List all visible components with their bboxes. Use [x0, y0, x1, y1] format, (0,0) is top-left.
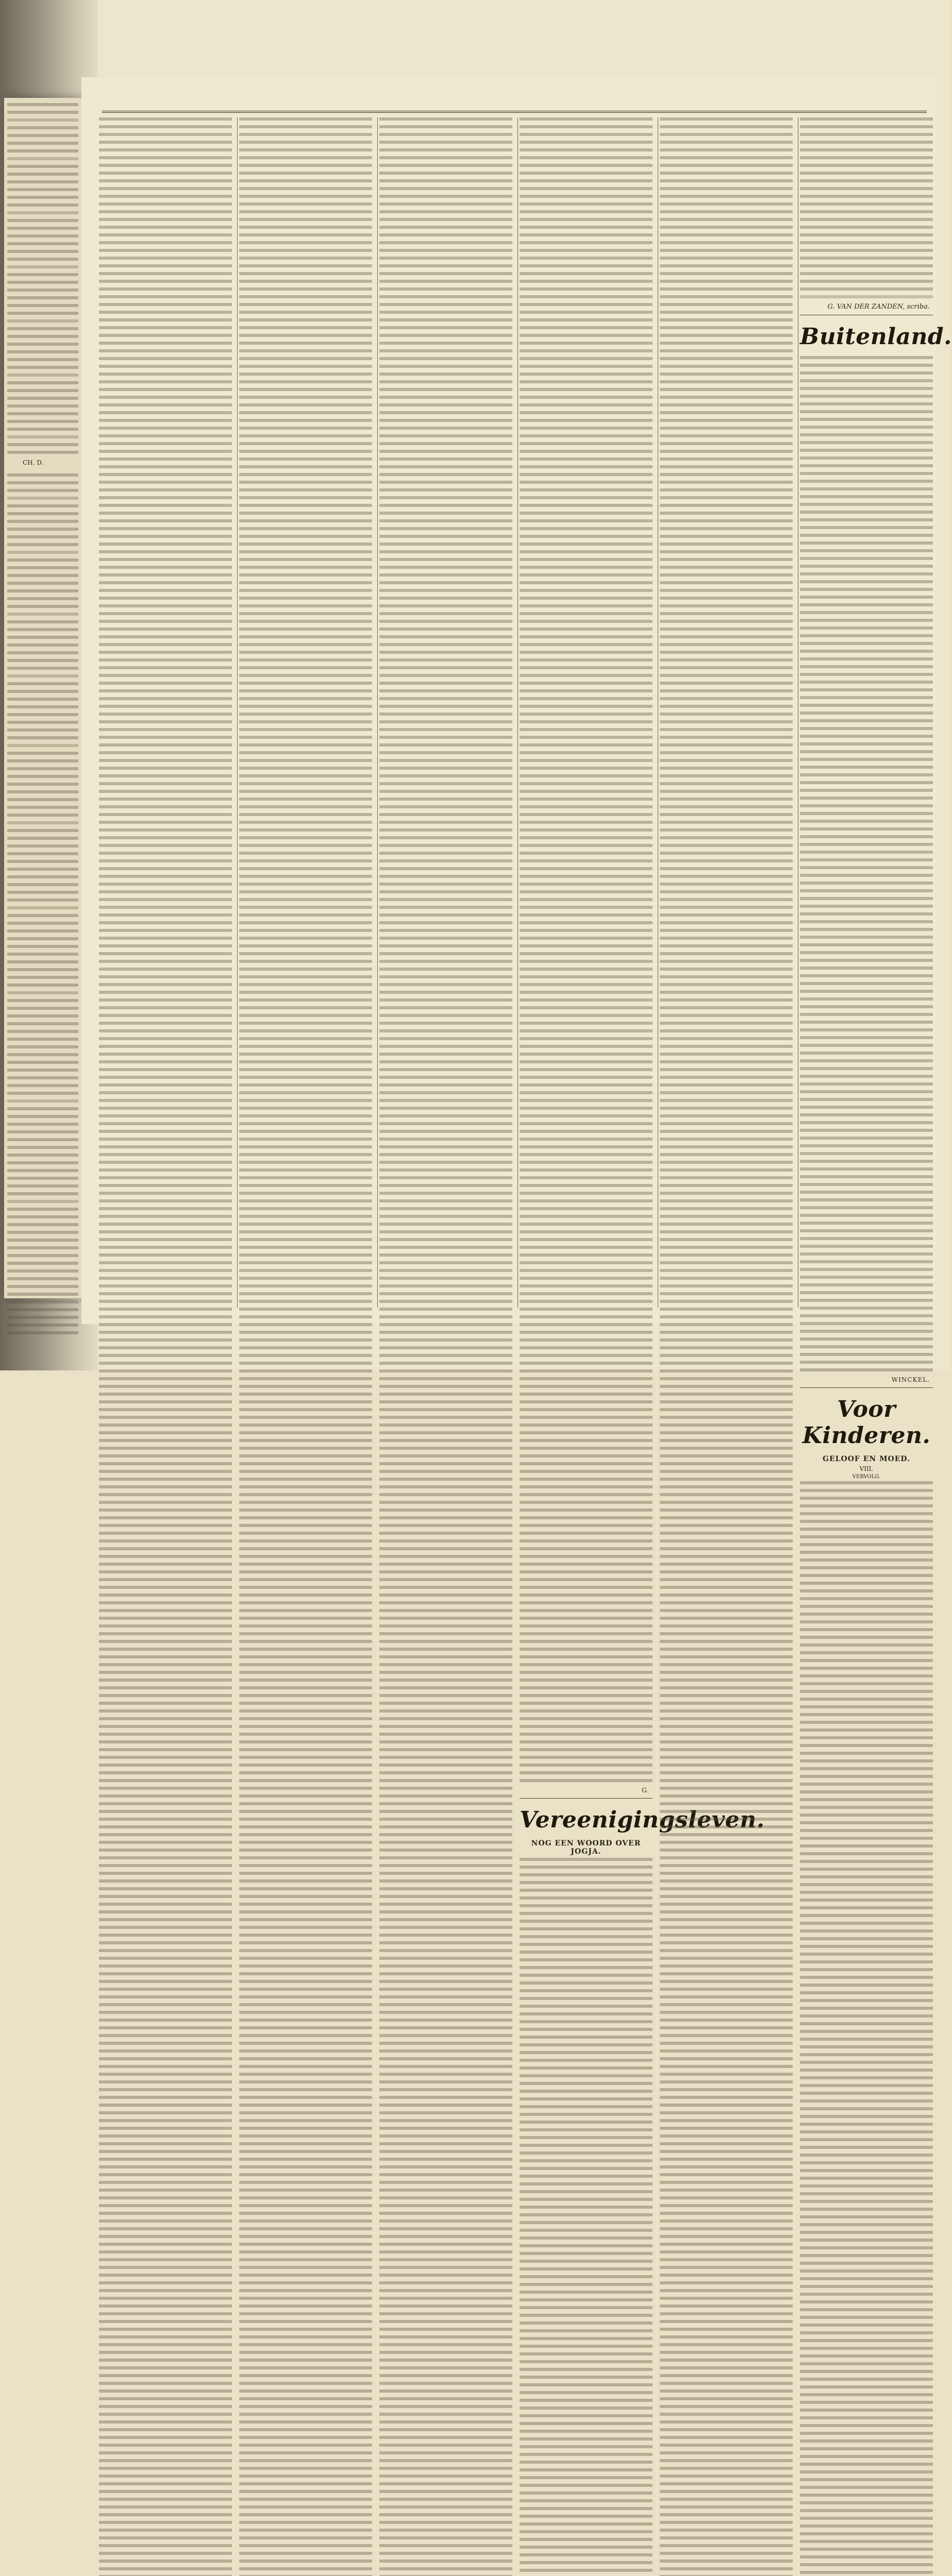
- section-heading-vereenigingsleven: Vereenigingsleven.: [520, 1807, 765, 1833]
- column-1: [99, 117, 232, 1308]
- divider: [800, 1387, 933, 1388]
- column-2: [239, 117, 372, 1308]
- article-text: [800, 1481, 933, 2576]
- article-signature: G.: [642, 1787, 649, 1794]
- article-text: [239, 117, 372, 2576]
- notice-sig-role: scriba.: [907, 303, 930, 311]
- header-rule: [102, 111, 927, 113]
- article-text: [99, 117, 232, 2576]
- article-subtitle: NOG EEN WOORD OVER JOGJA.: [531, 1839, 641, 1856]
- section-heading-voor-kinderen: Voor Kinderen.: [802, 1396, 931, 1449]
- column-3: [379, 117, 512, 1308]
- article-signature: WINCKEL.: [891, 1376, 930, 1383]
- column-6: [800, 117, 952, 1480]
- previous-page-edge: [4, 98, 81, 1298]
- article-text: [520, 1858, 653, 2576]
- story-title: GELOOF EN MOED.: [823, 1455, 910, 1463]
- article-text: [660, 117, 793, 2576]
- article-text: [379, 117, 512, 2576]
- divider: [520, 1798, 653, 1799]
- article-text: [800, 356, 933, 1371]
- column-4: [520, 117, 765, 1856]
- column-rule: [517, 117, 518, 1308]
- text-block: [7, 103, 78, 454]
- column-rule: [237, 117, 238, 1308]
- notice-signature: [800, 303, 930, 311]
- text-block: [7, 473, 78, 1334]
- story-chapter: VIII.: [859, 1465, 874, 1472]
- column-rule: [377, 117, 378, 1308]
- article-text: [520, 117, 653, 1782]
- section-heading-buitenland: Buitenland.: [800, 324, 952, 350]
- column-5: [660, 117, 793, 1308]
- prev-page-signature: CH. D.: [23, 459, 44, 466]
- story-note: VERVOLG.: [852, 1474, 881, 1480]
- notice-sig-name: G. VAN DER ZANDEN,: [827, 303, 905, 311]
- newspaper-page: [81, 77, 952, 1856]
- article-text: [800, 117, 933, 298]
- previous-page-column: [7, 103, 78, 1339]
